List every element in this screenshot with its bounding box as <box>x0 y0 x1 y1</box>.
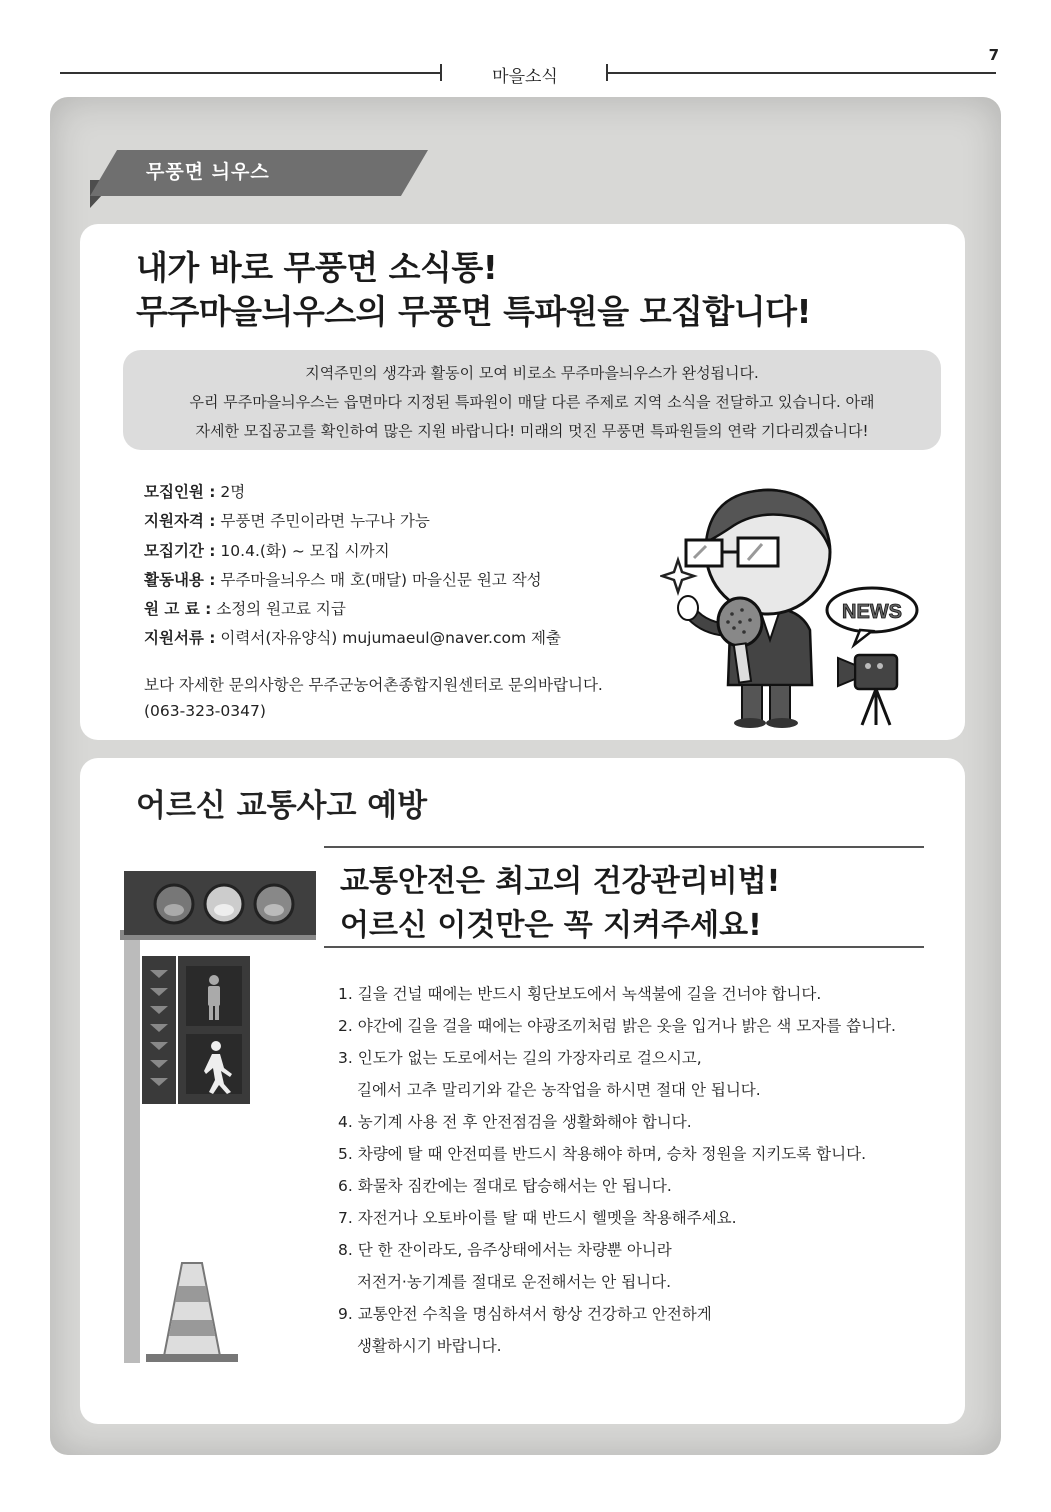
safety-title: 어르신 교통사고 예방 <box>136 788 428 824</box>
detail-row <box>144 595 561 624</box>
slogan-line1: 교통안전은 최고의 건강관리비법! <box>340 864 781 899</box>
rule-item-continuation: 저전거·농기계를 절대로 운전해서는 안 됩니다. <box>357 1273 672 1291</box>
contact-phone: (063-323-0347) <box>144 702 266 720</box>
rule-item: 6. 화물차 짐칸에는 절대로 탑승해서는 안 됩니다. <box>338 1177 672 1195</box>
traffic-cone-icon <box>146 1263 238 1362</box>
rule-item: 2. 야간에 길을 걸을 때에는 야광조끼처럼 밝은 옷을 입거나 밝은 색 모자를 씁니다. <box>338 1017 896 1035</box>
safety-rules-list <box>338 978 896 1362</box>
detail-row <box>144 507 561 536</box>
rule-item-continuation: 길에서 고추 말리기와 같은 농작업을 하시면 절대 안 됩니다. <box>357 1081 761 1099</box>
recruit-details <box>144 478 561 654</box>
intro-line: 우리 무주마을늬우스는 읍면마다 지정된 특파원이 매달 다른 주제로 지역 소식을 전달하고 있습니다. 아래 <box>189 393 875 411</box>
intro-line: 자세한 모집공고를 확인하여 많은 지원 바랍니다! 미래의 멋진 무풍면 특파원들의 연락 기다리겠습니다! <box>195 422 869 440</box>
section-title: 마을소식 <box>492 67 558 87</box>
page-number: 7 <box>988 46 999 64</box>
detail-row <box>144 566 561 595</box>
detail-label: 모집기간 : <box>144 541 216 560</box>
detail-label: 모집인원 : <box>144 483 216 501</box>
contact-info <box>144 672 603 724</box>
reporter-illustration <box>660 480 930 730</box>
intro-box <box>123 350 941 450</box>
detail-label: 원 고 료 : <box>144 600 212 619</box>
intro-line: 지역주민의 생각과 활동이 모여 비로소 무주마을늬우스가 완성됩니다. <box>305 364 759 382</box>
rule-item: 5. 차량에 탈 때 안전띠를 반드시 착용해야 하며, 승차 정원을 지키도록 합니다. <box>338 1145 867 1163</box>
detail-value: 소정의 원고료 지급 <box>211 600 346 619</box>
detail-label: 활동내용 : <box>144 570 216 589</box>
contact-line: 보다 자세한 문의사항은 무주군농어촌종합지원센터로 문의바랍니다. <box>144 676 603 694</box>
news-bubble-text: NEWS <box>842 601 902 623</box>
rule-item: 1. 길을 건널 때에는 반드시 횡단보도에서 녹색불에 길을 건너야 합니다. <box>338 985 822 1003</box>
detail-row <box>144 624 561 653</box>
slogan-rule-top <box>324 846 924 848</box>
detail-value: 10.4.(화) ~ 모집 시까지 <box>215 541 390 560</box>
detail-row <box>144 478 561 507</box>
detail-label: 지원서류 : <box>144 629 216 648</box>
traffic-light-illustration <box>120 868 320 1368</box>
rule-item: 8. 단 한 잔이라도, 음주상태에서는 차량뿐 아니라 <box>338 1241 672 1259</box>
rule-item: 4. 농기계 사용 전 후 안전점검을 생활화해야 합니다. <box>338 1113 692 1131</box>
detail-value: 무풍면 주민이라면 누구나 가능 <box>215 512 430 531</box>
recruit-title-line1: 내가 바로 무풍면 소식통! <box>136 248 498 287</box>
header-rule-right <box>608 72 996 74</box>
rule-item: 9. 교통안전 수칙을 명심하셔서 항상 건강하고 안전하게 <box>338 1305 712 1323</box>
recruit-title-line2: 무주마을늬우스의 무풍면 특파원을 모집합니다! <box>136 292 812 331</box>
rule-item: 7. 자전거나 오토바이를 탈 때 반드시 헬멧을 착용해주세요. <box>338 1209 737 1227</box>
detail-label: 지원자격 : <box>144 512 216 531</box>
detail-value: 2명 <box>215 483 246 501</box>
slogan-line2: 어르신 이것만은 꼭 지켜주세요! <box>340 908 762 943</box>
rule-item-continuation: 생활하시기 바랍니다. <box>357 1337 502 1355</box>
detail-row <box>144 537 561 566</box>
detail-value: 이력서(자유양식) mujumaeul@naver.com 제출 <box>215 629 561 648</box>
slogan-rule-bottom <box>324 946 924 948</box>
ribbon-label: 무풍면 늬우스 <box>146 161 270 183</box>
detail-value: 무주마을늬우스 매 호(매달) 마을신문 원고 작성 <box>215 570 542 589</box>
rule-item: 3. 인도가 없는 도로에서는 길의 가장자리로 걸으시고, <box>338 1049 702 1067</box>
header-rule-left <box>60 72 442 74</box>
